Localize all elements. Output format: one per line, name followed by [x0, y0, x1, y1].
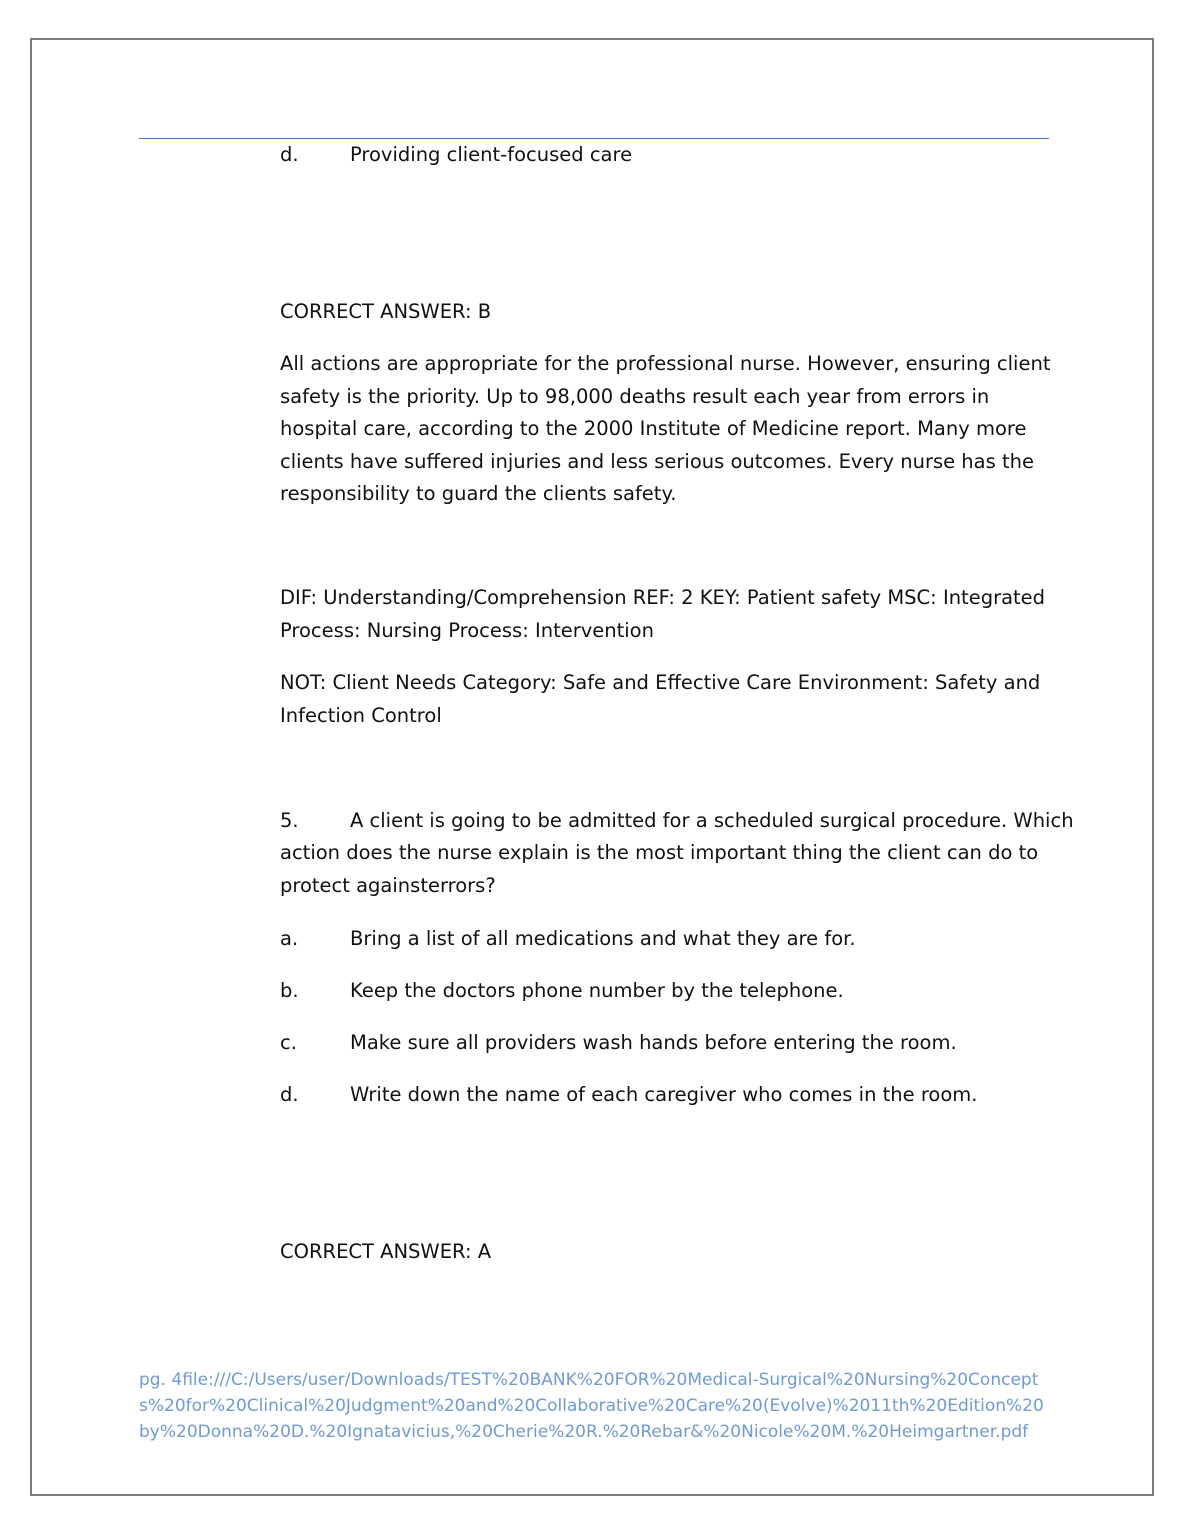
option-letter: a.	[280, 927, 299, 950]
option-letter: b.	[280, 979, 299, 1002]
prev-option-d	[280, 138, 632, 171]
question-stem-first: A client is going to be admitted for a scheduled surgical procedure. Which	[350, 809, 1074, 832]
footer-file-path: pg. 4file:///C:/Users/user/Downloads/TEST%20BANK%20FOR%20Medical-Surgical%20Nursing%20Concepts%20for%20Clinical%20Judgment%20and%20Collaborative%20Care%20(Evolve)%2011th%20Edition%20by%20Donna%20D.%20Ignatavicius,%20Cherie%20R.%20Rebar&%20Nicole%20M.%20Heimgartner.pdf	[139, 1370, 1044, 1442]
option-text: Write down the name of each caregiver who comes in the room.	[350, 1083, 978, 1106]
prev-dif-line: DIF: Understanding/Comprehension REF: 2 KEY: Patient safety MSC: Integrated Process: Nursing Process: Intervention	[280, 586, 1046, 642]
option-text: Bring a list of all medications and what they are for.	[350, 927, 856, 950]
option-b	[280, 974, 844, 1007]
option-letter: c.	[280, 1031, 297, 1054]
option-text: Keep the doctors phone number by the telephone.	[350, 979, 844, 1002]
prev-rationale: All actions are appropriate for the professional nurse. However, ensuring client safety is the priority. Up to 98,000 deaths result each year from errors in hospital care, according to the 2000 Institute of Medicine report. Many more clients have suffered injuries and less serious outcomes. Every nurse has the responsibility to guard the clients safety.	[280, 352, 1051, 506]
question-5-correct-answer: CORRECT ANSWER: A	[280, 1240, 492, 1263]
option-letter: d.	[280, 1083, 299, 1106]
option-text: Make sure all providers wash hands before entering the room.	[350, 1031, 957, 1054]
option-c	[280, 1026, 957, 1059]
question-stem-rest: action does the nurse explain is the most important thing the client can do to protect againsterrors?	[280, 841, 1039, 897]
option-letter: d.	[280, 143, 299, 166]
page-border	[30, 38, 1154, 1496]
question-number: 5.	[280, 809, 299, 832]
option-d	[280, 1078, 977, 1111]
prev-not-line: NOT: Client Needs Category: Safe and Effective Care Environment: Safety and Infection Control	[280, 671, 1041, 727]
prev-correct-answer: CORRECT ANSWER: B	[280, 300, 492, 323]
option-text: Providing client-focused care	[350, 143, 633, 166]
option-a	[280, 922, 856, 955]
question-5-first-line	[280, 804, 1074, 837]
